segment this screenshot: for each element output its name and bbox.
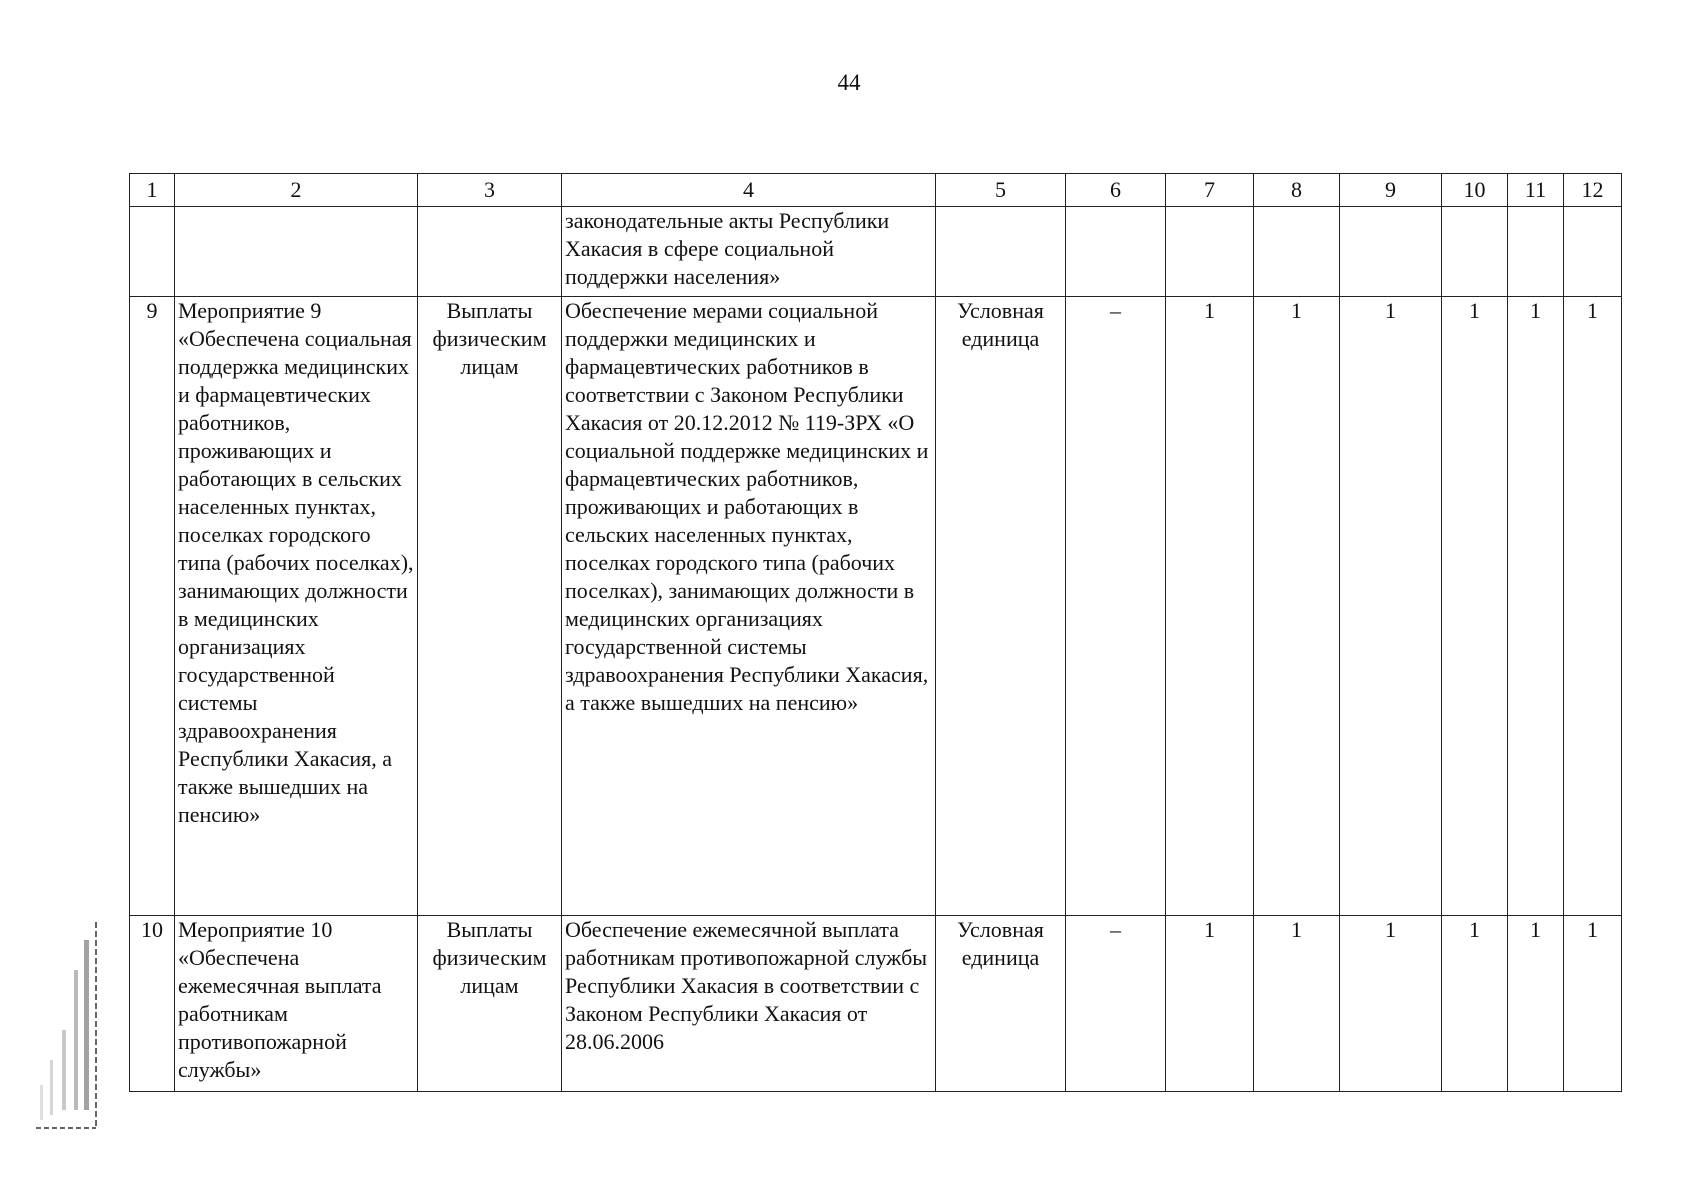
- indicators-table: [129, 173, 1622, 1092]
- column-header: 12: [1564, 174, 1622, 207]
- column-header: 11: [1508, 174, 1564, 207]
- table-cell: [130, 207, 175, 297]
- table-cell: [1066, 207, 1166, 297]
- row-number: 10: [130, 916, 175, 1092]
- unit-cell: Условная единица: [936, 916, 1066, 1092]
- table-cell: [1442, 207, 1508, 297]
- column-header: 7: [1166, 174, 1254, 207]
- column-header: 1: [130, 174, 175, 207]
- column-header: 5: [936, 174, 1066, 207]
- description-cell: законодательные акты Республики Хакасия в сфере социальной поддержки населения»: [562, 207, 936, 297]
- event-cell: Мероприятие 10 «Обеспечена ежемесячная выплата работникам противопожарной службы»: [175, 916, 418, 1092]
- column-header: 2: [175, 174, 418, 207]
- registration-stamp: [34, 910, 104, 1132]
- value-cell: 1: [1564, 297, 1622, 916]
- table-cell: [1254, 207, 1340, 297]
- table-row: [130, 916, 1622, 1092]
- column-header: 10: [1442, 174, 1508, 207]
- column-header: 3: [418, 174, 562, 207]
- base-value-cell: –: [1066, 916, 1166, 1092]
- column-header: 9: [1340, 174, 1442, 207]
- value-cell: 1: [1508, 297, 1564, 916]
- value-cell: 1: [1254, 297, 1340, 916]
- value-cell: 1: [1166, 916, 1254, 1092]
- value-cell: 1: [1442, 916, 1508, 1092]
- table-cell: [936, 207, 1066, 297]
- value-cell: 1: [1508, 916, 1564, 1092]
- description-cell: Обеспечение мерами социальной поддержки медицинских и фармацевтических работников в соответствии с Законом Республики Хакасия от 20.12.2012 № 119-ЗРХ «О социальной поддержке медицинских и фармацевтических работников, проживающих и работающих в сельских населенных пунктах, поселках городского типа (рабочих поселках), занимающих должности в медицинских организациях государственной системы здравоохранения Республики Хакасия, а также вышедших на пенсию»: [562, 297, 936, 916]
- value-cell: 1: [1442, 297, 1508, 916]
- type-cell: Выплаты физическим лицам: [418, 297, 562, 916]
- column-header: 8: [1254, 174, 1340, 207]
- base-value-cell: –: [1066, 297, 1166, 916]
- type-cell: Выплаты физическим лицам: [418, 916, 562, 1092]
- value-cell: 1: [1340, 916, 1442, 1092]
- table-cell: [1340, 207, 1442, 297]
- column-header: 4: [562, 174, 936, 207]
- page-number: 44: [837, 70, 861, 95]
- table-cell: [418, 207, 562, 297]
- value-cell: 1: [1254, 916, 1340, 1092]
- table-cell: [1564, 207, 1622, 297]
- continuation-row: [130, 207, 1622, 297]
- description-cell: Обеспечение ежемесячной выплата работникам противопожарной службы Республики Хакасия в соответствии с Законом Республики Хакасия от 28.06.2006: [562, 916, 936, 1092]
- stamp-graphic: [34, 910, 104, 1132]
- table-row: [130, 297, 1622, 916]
- table-cell: [175, 207, 418, 297]
- row-number: 9: [130, 297, 175, 916]
- table-cell: [1508, 207, 1564, 297]
- value-cell: 1: [1340, 297, 1442, 916]
- value-cell: 1: [1166, 297, 1254, 916]
- unit-cell: Условная единица: [936, 297, 1066, 916]
- event-cell: Мероприятие 9 «Обеспечена социальная поддержка медицинских и фармацевтических работников, проживающих и работающих в сельских населенных пунктах, поселках городского типа (рабочих поселках), занимающих должности в медицинских организациях государственной системы здравоохранения Республики Хакасия, а также вышедших на пенсию»: [175, 297, 418, 916]
- column-header: 6: [1066, 174, 1166, 207]
- table-cell: [1166, 207, 1254, 297]
- value-cell: 1: [1564, 916, 1622, 1092]
- header-row: [130, 174, 1622, 207]
